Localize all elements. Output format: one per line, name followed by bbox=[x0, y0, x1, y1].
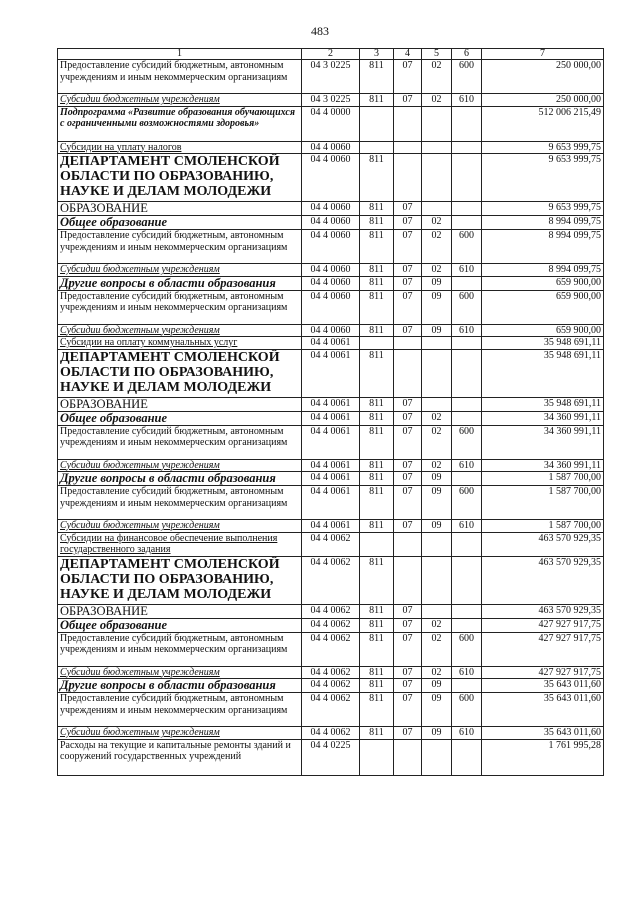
row-subsection-code: 09 bbox=[422, 290, 452, 324]
row-expense-type bbox=[452, 739, 482, 775]
row-ministry-code: 811 bbox=[360, 425, 394, 459]
row-amount: 463 570 929,35 bbox=[482, 532, 604, 556]
row-amount: 35 643 011,60 bbox=[482, 679, 604, 693]
row-name: Предоставление субсидий бюджетным, автономным учреждениям и иным некоммерческим организациям bbox=[58, 632, 302, 666]
row-target-code: 04 4 0060 bbox=[302, 230, 360, 264]
row-ministry-code: 811 bbox=[360, 216, 394, 230]
table-row bbox=[58, 154, 604, 202]
row-subsection-code: 02 bbox=[422, 411, 452, 425]
row-name: ДЕПАРТАМЕНТ СМОЛЕНСКОЙ ОБЛАСТИ ПО ОБРАЗОВАНИЮ, НАУКЕ И ДЕЛАМ МОЛОДЕЖИ bbox=[58, 349, 302, 397]
row-subsection-code: 09 bbox=[422, 324, 452, 337]
row-expense-type bbox=[452, 604, 482, 618]
row-expense-type bbox=[452, 202, 482, 216]
row-amount: 9 653 999,75 bbox=[482, 141, 604, 154]
row-expense-type bbox=[452, 472, 482, 486]
table-row bbox=[58, 202, 604, 216]
row-section-code: 07 bbox=[394, 632, 422, 666]
row-ministry-code: 811 bbox=[360, 397, 394, 411]
row-expense-type bbox=[452, 618, 482, 632]
row-expense-type bbox=[452, 337, 482, 350]
row-target-code: 04 4 0062 bbox=[302, 604, 360, 618]
row-section-code: 07 bbox=[394, 290, 422, 324]
row-expense-type: 610 bbox=[452, 520, 482, 533]
row-amount: 659 900,00 bbox=[482, 324, 604, 337]
row-subsection-code: 02 bbox=[422, 425, 452, 459]
row-subsection-code: 02 bbox=[422, 618, 452, 632]
row-subsection-code: 02 bbox=[422, 216, 452, 230]
row-subsection-code: 02 bbox=[422, 666, 452, 679]
header-col-3: 3 bbox=[360, 49, 394, 60]
row-ministry-code: 811 bbox=[360, 520, 394, 533]
row-subsection-code bbox=[422, 349, 452, 397]
row-section-code: 07 bbox=[394, 693, 422, 727]
row-subsection-code: 02 bbox=[422, 230, 452, 264]
row-target-code: 04 4 0061 bbox=[302, 520, 360, 533]
row-subsection-code bbox=[422, 556, 452, 604]
row-name: Общее образование bbox=[58, 216, 302, 230]
row-target-code: 04 4 0000 bbox=[302, 106, 360, 141]
row-target-code: 04 4 0060 bbox=[302, 154, 360, 202]
table-row bbox=[58, 425, 604, 459]
row-target-code: 04 4 0062 bbox=[302, 618, 360, 632]
row-ministry-code: 811 bbox=[360, 727, 394, 740]
header-col-7: 7 bbox=[482, 49, 604, 60]
table-row bbox=[58, 679, 604, 693]
row-name: Другие вопросы в области образования bbox=[58, 472, 302, 486]
row-section-code bbox=[394, 532, 422, 556]
table-body bbox=[58, 60, 604, 776]
row-target-code: 04 4 0062 bbox=[302, 666, 360, 679]
row-amount: 1 761 995,28 bbox=[482, 739, 604, 775]
row-section-code: 07 bbox=[394, 727, 422, 740]
row-name: Субсидии бюджетным учреждениям bbox=[58, 324, 302, 337]
table-row bbox=[58, 141, 604, 154]
row-ministry-code: 811 bbox=[360, 411, 394, 425]
row-expense-type: 600 bbox=[452, 693, 482, 727]
row-amount: 35 948 691,11 bbox=[482, 349, 604, 397]
row-expense-type bbox=[452, 349, 482, 397]
row-target-code: 04 4 0061 bbox=[302, 425, 360, 459]
row-target-code: 04 4 0062 bbox=[302, 679, 360, 693]
row-name: Предоставление субсидий бюджетным, автономным учреждениям и иным некоммерческим организациям bbox=[58, 60, 302, 94]
row-ministry-code: 811 bbox=[360, 472, 394, 486]
row-expense-type: 600 bbox=[452, 632, 482, 666]
row-target-code: 04 4 0061 bbox=[302, 349, 360, 397]
row-amount: 9 653 999,75 bbox=[482, 154, 604, 202]
row-expense-type bbox=[452, 276, 482, 290]
table-row bbox=[58, 230, 604, 264]
row-ministry-code bbox=[360, 141, 394, 154]
row-subsection-code: 02 bbox=[422, 264, 452, 277]
row-name: Субсидии на оплату коммунальных услуг bbox=[58, 337, 302, 350]
row-target-code: 04 4 0061 bbox=[302, 337, 360, 350]
row-ministry-code: 811 bbox=[360, 230, 394, 264]
row-ministry-code: 811 bbox=[360, 324, 394, 337]
row-section-code: 07 bbox=[394, 202, 422, 216]
row-target-code: 04 4 0060 bbox=[302, 264, 360, 277]
row-ministry-code bbox=[360, 337, 394, 350]
row-ministry-code: 811 bbox=[360, 60, 394, 94]
table-row bbox=[58, 486, 604, 520]
row-section-code: 07 bbox=[394, 264, 422, 277]
table-row bbox=[58, 666, 604, 679]
row-name: Субсидии бюджетным учреждениям bbox=[58, 666, 302, 679]
header-col-2: 2 bbox=[302, 49, 360, 60]
row-ministry-code: 811 bbox=[360, 604, 394, 618]
row-section-code: 07 bbox=[394, 230, 422, 264]
row-amount: 250 000,00 bbox=[482, 60, 604, 94]
row-section-code bbox=[394, 106, 422, 141]
table-row bbox=[58, 264, 604, 277]
row-name: Предоставление субсидий бюджетным, автономным учреждениям и иным некоммерческим организациям bbox=[58, 230, 302, 264]
row-name: Субсидии бюджетным учреждениям bbox=[58, 94, 302, 107]
row-target-code: 04 4 0062 bbox=[302, 727, 360, 740]
row-target-code: 04 3 0225 bbox=[302, 60, 360, 94]
header-col-5: 5 bbox=[422, 49, 452, 60]
row-name: ОБРАЗОВАНИЕ bbox=[58, 397, 302, 411]
row-section-code: 07 bbox=[394, 411, 422, 425]
row-target-code: 04 4 0060 bbox=[302, 276, 360, 290]
table-row bbox=[58, 337, 604, 350]
row-target-code: 04 4 0062 bbox=[302, 632, 360, 666]
row-amount: 1 587 700,00 bbox=[482, 486, 604, 520]
row-ministry-code bbox=[360, 739, 394, 775]
row-subsection-code: 09 bbox=[422, 472, 452, 486]
row-ministry-code bbox=[360, 532, 394, 556]
row-ministry-code: 811 bbox=[360, 290, 394, 324]
table-row bbox=[58, 556, 604, 604]
row-section-code: 07 bbox=[394, 324, 422, 337]
table-row bbox=[58, 106, 604, 141]
row-subsection-code: 02 bbox=[422, 60, 452, 94]
table-row bbox=[58, 94, 604, 107]
row-expense-type: 610 bbox=[452, 264, 482, 277]
row-ministry-code: 811 bbox=[360, 556, 394, 604]
row-section-code: 07 bbox=[394, 60, 422, 94]
row-subsection-code: 02 bbox=[422, 632, 452, 666]
row-name: Расходы на текущие и капитальные ремонты зданий и сооружений государственных учреждений bbox=[58, 739, 302, 775]
row-expense-type: 600 bbox=[452, 425, 482, 459]
row-subsection-code: 09 bbox=[422, 486, 452, 520]
row-amount: 8 994 099,75 bbox=[482, 264, 604, 277]
table-row bbox=[58, 632, 604, 666]
row-ministry-code: 811 bbox=[360, 349, 394, 397]
row-section-code: 07 bbox=[394, 486, 422, 520]
row-target-code: 04 4 0061 bbox=[302, 411, 360, 425]
row-name: Предоставление субсидий бюджетным, автономным учреждениям и иным некоммерческим организациям bbox=[58, 425, 302, 459]
row-expense-type bbox=[452, 397, 482, 411]
row-amount: 34 360 991,11 bbox=[482, 425, 604, 459]
row-subsection-code bbox=[422, 202, 452, 216]
row-target-code: 04 4 0062 bbox=[302, 556, 360, 604]
row-expense-type bbox=[452, 411, 482, 425]
row-ministry-code: 811 bbox=[360, 618, 394, 632]
row-expense-type bbox=[452, 106, 482, 141]
row-section-code: 07 bbox=[394, 425, 422, 459]
table-row bbox=[58, 604, 604, 618]
row-section-code: 07 bbox=[394, 604, 422, 618]
row-ministry-code: 811 bbox=[360, 459, 394, 472]
table-row bbox=[58, 727, 604, 740]
row-section-code: 07 bbox=[394, 679, 422, 693]
row-section-code: 07 bbox=[394, 397, 422, 411]
row-amount: 659 900,00 bbox=[482, 276, 604, 290]
table-row bbox=[58, 216, 604, 230]
row-name: Субсидии на уплату налогов bbox=[58, 141, 302, 154]
table-row bbox=[58, 459, 604, 472]
row-amount: 427 927 917,75 bbox=[482, 618, 604, 632]
row-expense-type: 610 bbox=[452, 324, 482, 337]
table-header-row bbox=[58, 49, 604, 60]
row-section-code bbox=[394, 154, 422, 202]
table-row bbox=[58, 290, 604, 324]
row-amount: 34 360 991,11 bbox=[482, 411, 604, 425]
row-target-code: 04 4 0062 bbox=[302, 532, 360, 556]
row-amount: 1 587 700,00 bbox=[482, 472, 604, 486]
row-amount: 34 360 991,11 bbox=[482, 459, 604, 472]
row-section-code bbox=[394, 556, 422, 604]
header-col-4: 4 bbox=[394, 49, 422, 60]
row-name: ОБРАЗОВАНИЕ bbox=[58, 604, 302, 618]
row-subsection-code: 09 bbox=[422, 727, 452, 740]
table-row bbox=[58, 520, 604, 533]
row-ministry-code: 811 bbox=[360, 276, 394, 290]
row-amount: 463 570 929,35 bbox=[482, 556, 604, 604]
header-col-6: 6 bbox=[452, 49, 482, 60]
budget-table bbox=[57, 48, 604, 776]
row-target-code: 04 4 0061 bbox=[302, 459, 360, 472]
row-ministry-code: 811 bbox=[360, 632, 394, 666]
row-ministry-code: 811 bbox=[360, 264, 394, 277]
row-amount: 427 927 917,75 bbox=[482, 666, 604, 679]
row-section-code: 07 bbox=[394, 216, 422, 230]
row-subsection-code bbox=[422, 141, 452, 154]
row-section-code: 07 bbox=[394, 276, 422, 290]
row-ministry-code: 811 bbox=[360, 94, 394, 107]
row-subsection-code: 09 bbox=[422, 693, 452, 727]
row-amount: 9 653 999,75 bbox=[482, 202, 604, 216]
row-name: Субсидии бюджетным учреждениям bbox=[58, 727, 302, 740]
row-amount: 8 994 099,75 bbox=[482, 230, 604, 264]
row-ministry-code: 811 bbox=[360, 679, 394, 693]
row-amount: 659 900,00 bbox=[482, 290, 604, 324]
row-section-code: 07 bbox=[394, 520, 422, 533]
row-name: Предоставление субсидий бюджетным, автономным учреждениям и иным некоммерческим организациям bbox=[58, 693, 302, 727]
table-row bbox=[58, 739, 604, 775]
row-expense-type: 610 bbox=[452, 727, 482, 740]
row-amount: 35 948 691,11 bbox=[482, 397, 604, 411]
row-section-code bbox=[394, 739, 422, 775]
table-row bbox=[58, 349, 604, 397]
row-section-code bbox=[394, 141, 422, 154]
row-amount: 427 927 917,75 bbox=[482, 632, 604, 666]
table-row bbox=[58, 693, 604, 727]
row-name: Субсидии на финансовое обеспечение выполнения государственного задания bbox=[58, 532, 302, 556]
row-target-code: 04 4 0060 bbox=[302, 202, 360, 216]
row-subsection-code bbox=[422, 337, 452, 350]
table-row bbox=[58, 411, 604, 425]
row-expense-type: 600 bbox=[452, 486, 482, 520]
row-expense-type bbox=[452, 556, 482, 604]
row-amount: 463 570 929,35 bbox=[482, 604, 604, 618]
row-amount: 35 643 011,60 bbox=[482, 693, 604, 727]
row-subsection-code: 09 bbox=[422, 520, 452, 533]
row-name: Другие вопросы в области образования bbox=[58, 679, 302, 693]
row-target-code: 04 4 0060 bbox=[302, 290, 360, 324]
row-ministry-code: 811 bbox=[360, 154, 394, 202]
row-subsection-code: 09 bbox=[422, 679, 452, 693]
row-subsection-code: 02 bbox=[422, 459, 452, 472]
row-target-code: 04 4 0225 bbox=[302, 739, 360, 775]
row-name: Общее образование bbox=[58, 411, 302, 425]
row-expense-type bbox=[452, 154, 482, 202]
row-name: Подпрограмма «Развитие образования обучающихся с ограниченными возможностями здоровья» bbox=[58, 106, 302, 141]
row-amount: 512 006 215,49 bbox=[482, 106, 604, 141]
row-ministry-code: 811 bbox=[360, 693, 394, 727]
row-target-code: 04 3 0225 bbox=[302, 94, 360, 107]
row-ministry-code: 811 bbox=[360, 666, 394, 679]
row-expense-type: 600 bbox=[452, 60, 482, 94]
row-name: Общее образование bbox=[58, 618, 302, 632]
row-subsection-code bbox=[422, 604, 452, 618]
row-section-code bbox=[394, 337, 422, 350]
row-ministry-code: 811 bbox=[360, 202, 394, 216]
row-name: ДЕПАРТАМЕНТ СМОЛЕНСКОЙ ОБЛАСТИ ПО ОБРАЗОВАНИЮ, НАУКЕ И ДЕЛАМ МОЛОДЕЖИ bbox=[58, 556, 302, 604]
row-expense-type: 600 bbox=[452, 290, 482, 324]
table-row bbox=[58, 532, 604, 556]
page-number: 483 bbox=[311, 24, 329, 38]
row-name: Предоставление субсидий бюджетным, автономным учреждениям и иным некоммерческим организациям bbox=[58, 486, 302, 520]
table-row bbox=[58, 472, 604, 486]
row-expense-type bbox=[452, 679, 482, 693]
row-section-code bbox=[394, 349, 422, 397]
row-name: Предоставление субсидий бюджетным, автономным учреждениям и иным некоммерческим организациям bbox=[58, 290, 302, 324]
row-subsection-code bbox=[422, 154, 452, 202]
table-row bbox=[58, 60, 604, 94]
row-expense-type: 610 bbox=[452, 94, 482, 107]
row-amount: 8 994 099,75 bbox=[482, 216, 604, 230]
row-expense-type: 610 bbox=[452, 459, 482, 472]
row-section-code: 07 bbox=[394, 472, 422, 486]
row-name: ОБРАЗОВАНИЕ bbox=[58, 202, 302, 216]
row-subsection-code bbox=[422, 532, 452, 556]
row-ministry-code: 811 bbox=[360, 486, 394, 520]
row-target-code: 04 4 0061 bbox=[302, 472, 360, 486]
row-target-code: 04 4 0060 bbox=[302, 216, 360, 230]
row-section-code: 07 bbox=[394, 618, 422, 632]
table-row bbox=[58, 397, 604, 411]
row-name: Другие вопросы в области образования bbox=[58, 276, 302, 290]
row-ministry-code bbox=[360, 106, 394, 141]
header-col-1: 1 bbox=[58, 49, 302, 60]
row-target-code: 04 4 0062 bbox=[302, 693, 360, 727]
row-expense-type bbox=[452, 532, 482, 556]
row-target-code: 04 4 0061 bbox=[302, 486, 360, 520]
row-amount: 1 587 700,00 bbox=[482, 520, 604, 533]
row-section-code: 07 bbox=[394, 666, 422, 679]
row-expense-type: 600 bbox=[452, 230, 482, 264]
row-name: Субсидии бюджетным учреждениям bbox=[58, 264, 302, 277]
row-subsection-code: 02 bbox=[422, 94, 452, 107]
row-expense-type: 610 bbox=[452, 666, 482, 679]
row-section-code: 07 bbox=[394, 94, 422, 107]
row-expense-type bbox=[452, 216, 482, 230]
row-subsection-code bbox=[422, 106, 452, 141]
row-amount: 35 643 011,60 bbox=[482, 727, 604, 740]
row-section-code: 07 bbox=[394, 459, 422, 472]
row-subsection-code bbox=[422, 397, 452, 411]
row-target-code: 04 4 0060 bbox=[302, 324, 360, 337]
row-subsection-code: 09 bbox=[422, 276, 452, 290]
row-name: Субсидии бюджетным учреждениям bbox=[58, 459, 302, 472]
row-expense-type bbox=[452, 141, 482, 154]
row-name: ДЕПАРТАМЕНТ СМОЛЕНСКОЙ ОБЛАСТИ ПО ОБРАЗОВАНИЮ, НАУКЕ И ДЕЛАМ МОЛОДЕЖИ bbox=[58, 154, 302, 202]
table-row bbox=[58, 276, 604, 290]
table-row bbox=[58, 618, 604, 632]
row-subsection-code bbox=[422, 739, 452, 775]
row-name: Субсидии бюджетным учреждениям bbox=[58, 520, 302, 533]
row-target-code: 04 4 0060 bbox=[302, 141, 360, 154]
row-amount: 35 948 691,11 bbox=[482, 337, 604, 350]
row-target-code: 04 4 0061 bbox=[302, 397, 360, 411]
row-amount: 250 000,00 bbox=[482, 94, 604, 107]
table-row bbox=[58, 324, 604, 337]
